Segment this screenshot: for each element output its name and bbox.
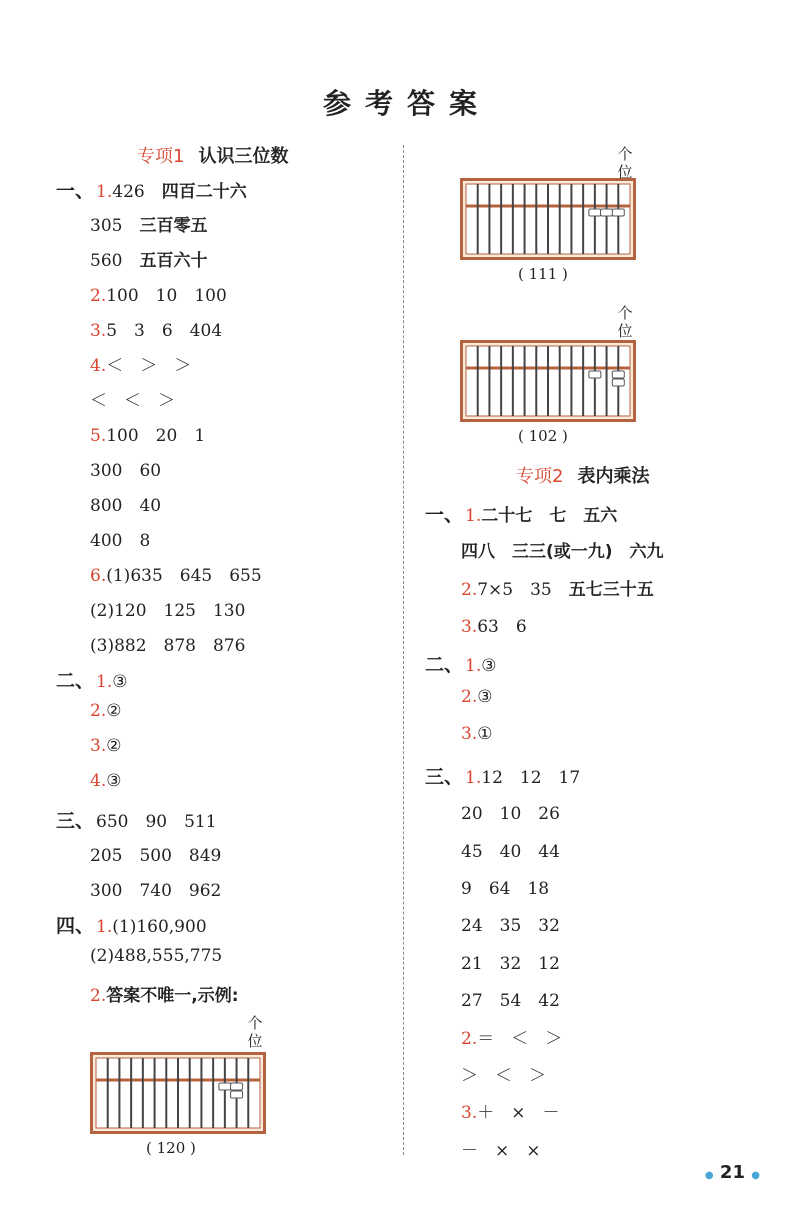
answer-line — [461, 874, 549, 899]
question-number: 2. — [90, 286, 107, 306]
answer-chinese: 四八 三三(或一九) 六九 — [461, 542, 664, 563]
section-name: 认识三位数 — [198, 146, 289, 167]
answer-line — [90, 631, 245, 656]
dot-icon: ● — [751, 1170, 760, 1181]
answer-line — [461, 1136, 541, 1161]
part-label: 一、 — [425, 504, 464, 526]
answer-text: 100 20 1 — [106, 426, 206, 446]
place-value-label — [616, 304, 634, 340]
question-number: 3. — [90, 736, 107, 756]
answer-text: ② — [106, 701, 122, 721]
answer-text: 12 12 17 — [481, 767, 581, 788]
answer-line — [425, 500, 617, 527]
answer-line — [461, 687, 492, 707]
section-heading-1 — [137, 142, 288, 168]
answer-line — [56, 806, 217, 833]
answer-line — [90, 561, 262, 586]
answer-line — [425, 650, 497, 677]
answer-text: 27 54 42 — [461, 991, 560, 1012]
answer-text: 300 60 — [90, 461, 162, 481]
place-value-char: 个 — [617, 145, 633, 163]
question-number: 1. — [465, 767, 482, 788]
question-number: 2. — [461, 687, 478, 707]
abacus-bead — [231, 1083, 243, 1090]
abacus-bead — [612, 371, 624, 378]
answer-line — [461, 1098, 559, 1123]
answer-line — [425, 762, 580, 789]
section-heading-2 — [516, 462, 649, 488]
dot-icon: ● — [704, 1170, 714, 1181]
answer-line — [461, 799, 560, 824]
answer-text: ＋ × － — [477, 1103, 560, 1124]
answer-text: ＜ ＞ ＞ — [106, 356, 192, 376]
answer-line — [90, 456, 161, 481]
answer-text: ＜ ＜ ＞ — [90, 391, 175, 411]
answer-text: (2)488,555,775 — [90, 946, 223, 966]
answer-line — [90, 526, 150, 551]
answer-text: ③ — [106, 771, 122, 791]
answer-line — [90, 421, 205, 446]
question-number: 1. — [96, 917, 113, 937]
column-divider — [403, 145, 404, 1155]
part-label: 三、 — [56, 810, 95, 832]
abacus-caption: ( 111 ) — [518, 265, 568, 283]
answer-text: 45 40 44 — [461, 841, 560, 862]
place-value-char: 个 — [617, 304, 633, 322]
question-number: 4. — [90, 356, 107, 376]
question-number: 1. — [465, 655, 482, 676]
section-name: 表内乘法 — [577, 466, 650, 487]
page-title: 参考答案 — [322, 87, 491, 120]
answer-line — [461, 1061, 546, 1086]
answer-text: 426 — [112, 182, 162, 202]
place-value-char: 位 — [247, 1032, 263, 1050]
abacus-bead — [589, 371, 601, 378]
answer-text: 800 40 — [90, 496, 162, 516]
question-number: 2. — [90, 986, 107, 1006]
answer-line — [461, 949, 560, 974]
answer-text: 305 — [90, 216, 140, 236]
abacus — [460, 178, 636, 260]
section-number: 专项2 — [516, 466, 564, 487]
answer-line — [461, 837, 560, 862]
answer-text: 100 10 100 — [106, 286, 227, 306]
answer-line — [90, 771, 121, 791]
answer-chinese: 四百二十六 — [161, 182, 247, 202]
question-number: 2. — [461, 1028, 478, 1049]
answer-text: 205 500 849 — [90, 846, 222, 866]
answer-text: (3)882 878 876 — [90, 636, 246, 656]
answer-line — [90, 841, 221, 866]
answer-line — [90, 701, 121, 721]
answer-line — [461, 986, 560, 1011]
answer-text: ② — [106, 736, 122, 756]
page-number-text: 21 — [719, 1162, 745, 1183]
answer-line — [90, 981, 239, 1006]
answer-line — [90, 351, 191, 376]
answer-line — [90, 316, 222, 341]
answer-text: (1)635 645 655 — [106, 566, 262, 586]
abacus-caption: ( 102 ) — [518, 427, 568, 445]
answer-line — [461, 612, 527, 637]
place-value-char: 个 — [247, 1014, 263, 1032]
answer-chinese: 三百零五 — [139, 216, 208, 236]
answer-line — [461, 1024, 562, 1049]
answer-text: 21 32 12 — [461, 953, 560, 974]
answer-line — [90, 736, 121, 756]
answer-chinese: 五百六十 — [139, 251, 208, 271]
part-label: 二、 — [425, 653, 464, 676]
place-value-label — [616, 145, 634, 181]
answer-text: ＞ ＜ ＞ — [461, 1066, 546, 1086]
abacus-bead — [231, 1091, 243, 1098]
answer-text: (2)120 125 130 — [90, 601, 246, 621]
question-number: 3. — [90, 321, 107, 341]
question-number: 3. — [461, 1103, 478, 1124]
part-label: 一、 — [56, 180, 95, 202]
answer-chinese: 五七三十五 — [568, 579, 654, 600]
answer-line — [461, 724, 492, 744]
question-number: 5. — [90, 426, 107, 446]
answer-line — [56, 666, 128, 693]
answer-line — [90, 211, 207, 236]
abacus-bead — [612, 379, 624, 386]
abacus-bead — [219, 1083, 231, 1090]
page-number — [705, 1162, 760, 1183]
answer-chinese: 二十七 七 五六 — [481, 506, 618, 526]
question-number: 1. — [465, 506, 482, 526]
part-label: 四、 — [56, 915, 95, 937]
answer-chinese: 答案不唯一,示例: — [106, 986, 239, 1006]
answer-line — [90, 246, 207, 271]
answer-text: 63 6 — [477, 617, 527, 638]
answer-text: ① — [477, 724, 493, 745]
answer-text: 7×5 35 — [477, 579, 569, 600]
abacus — [460, 340, 636, 422]
place-value-char: 位 — [617, 322, 633, 340]
answer-text: 9 64 18 — [461, 879, 550, 899]
question-number: 2. — [461, 579, 478, 600]
answer-line — [90, 491, 161, 516]
abacus-bead — [589, 209, 601, 216]
question-number: 3. — [461, 617, 478, 638]
answer-line — [90, 946, 222, 966]
answer-text: ＝ ＜ ＞ — [477, 1028, 563, 1049]
question-number: 1. — [96, 672, 113, 692]
question-number: 6. — [90, 566, 107, 586]
answer-line — [461, 911, 560, 936]
answer-text: ③ — [112, 672, 128, 692]
answer-line — [90, 876, 221, 901]
answer-text: ③ — [481, 655, 497, 676]
section-number: 专项1 — [137, 146, 185, 167]
abacus-bead — [612, 209, 624, 216]
abacus-bead — [601, 209, 613, 216]
answer-text: 5 3 6 404 — [106, 321, 223, 341]
answer-line — [56, 911, 207, 938]
question-number: 3. — [461, 724, 478, 745]
answer-text: 400 8 — [90, 531, 151, 551]
answer-text: － × × — [461, 1140, 541, 1161]
answer-text: ③ — [477, 687, 493, 707]
part-label: 二、 — [56, 670, 95, 692]
answer-line — [90, 596, 245, 621]
question-number: 2. — [90, 701, 107, 721]
answer-line — [461, 537, 664, 562]
part-label: 三、 — [425, 765, 464, 788]
answer-line — [461, 575, 654, 600]
question-number: 1. — [96, 182, 113, 202]
answer-line — [90, 386, 175, 411]
abacus — [90, 1052, 266, 1134]
answer-text: (1)160,900 — [112, 917, 207, 937]
answer-text: 24 35 32 — [461, 916, 560, 937]
answer-line — [90, 281, 227, 306]
place-value-char: 位 — [617, 163, 633, 181]
answer-line — [56, 176, 247, 203]
abacus-caption: ( 120 ) — [146, 1139, 196, 1157]
question-number: 4. — [90, 771, 107, 791]
answer-text: 300 740 962 — [90, 881, 222, 901]
answer-text: 20 10 26 — [461, 804, 560, 825]
answer-text: 650 90 511 — [96, 812, 217, 832]
place-value-label — [246, 1014, 264, 1050]
answer-text: 560 — [90, 251, 140, 271]
